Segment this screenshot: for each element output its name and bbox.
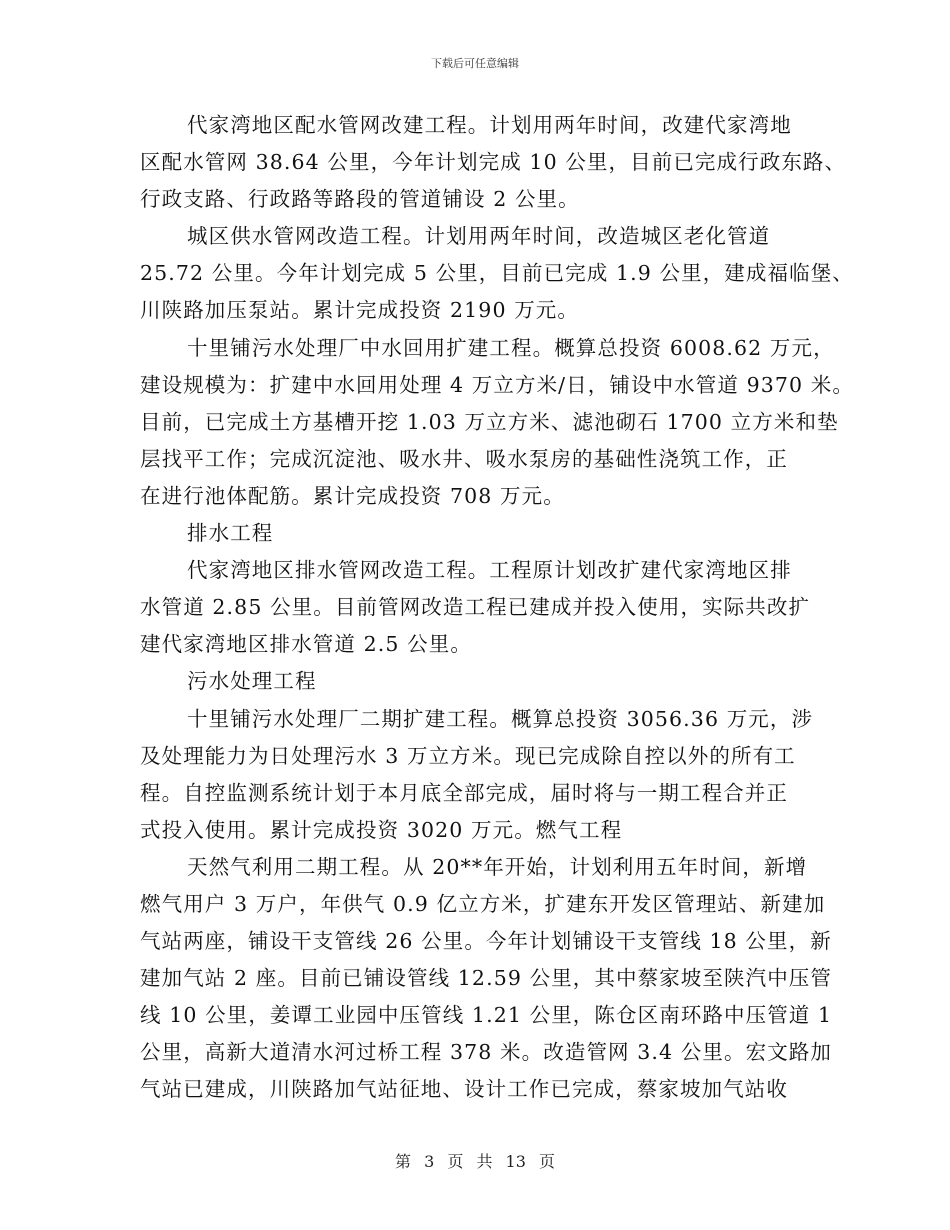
paragraph-line: 川陕路加压泵站。累计完成投资 2190 万元。	[140, 298, 580, 323]
paragraph-line: 建设规模为：扩建中水回用处理 4 万立方米/日，铺设中水管道 9370 米。	[140, 372, 854, 397]
paragraph-line: 式投入使用。累计完成投资 3020 万元。燃气工程	[140, 817, 623, 842]
paragraph-line: 行政支路、行政路等路段的管道铺设 2 公里。	[140, 187, 580, 212]
paragraph-line: 目前，已完成土方基槽开挖 1.03 万立方米、滤池砌石 1700 立方米和垫	[140, 409, 839, 434]
paragraph-line: 十里铺污水处理厂二期扩建工程。概算总投资 3056.36 万元，涉	[187, 706, 814, 731]
paragraph-line: 在进行池体配筋。累计完成投资 708 万元。	[140, 483, 565, 508]
paragraph-line: 代家湾地区配水管网改建工程。计划用两年时间，改建代家湾地	[187, 113, 792, 137]
section-heading: 污水处理工程	[187, 669, 317, 694]
paragraph-line: 层找平工作；完成沉淀池、吸水井、吸水泵房的基础性浇筑工作，正	[140, 446, 788, 471]
paragraph-line: 线 10 公里，姜谭工业园中压管线 1.21 公里，陈仓区南环路中压管道 1	[140, 1003, 833, 1028]
section-heading: 排水工程	[187, 521, 274, 546]
paragraph-line: 建代家湾地区排水管道 2.5 公里。	[140, 632, 472, 657]
paragraph-line: 区配水管网 38.64 公里，今年计划完成 10 公里，目前已完成行政东路、	[140, 150, 847, 175]
paragraph-line: 代家湾地区排水管网改造工程。工程原计划改扩建代家湾地区排	[187, 558, 792, 583]
paragraph-line: 公里，高新大道清水河过桥工程 378 米。改造管网 3.4 公里。宏文路加	[140, 1040, 832, 1065]
page-number-footer: 第 3 页 共 13 页	[395, 1152, 555, 1171]
paragraph-line: 气站两座，铺设干支管线 26 公里。今年计划铺设干支管线 18 公里，新	[140, 929, 832, 954]
paragraph-line: 城区供水管网改造工程。计划用两年时间，改造城区老化管道	[187, 224, 771, 249]
paragraph-line: 建加气站 2 座。目前已铺设管线 12.59 公里，其中蔡家坡至陕汽中压管	[140, 966, 832, 991]
paragraph-line: 气站已建成，川陕路加气站征地、设计工作已完成，蔡家坡加气站收	[140, 1077, 788, 1102]
paragraph-line: 程。自控监测系统计划于本月底全部完成，届时将与一期工程合并正	[140, 780, 788, 805]
paragraph-line: 水管道 2.85 公里。目前管网改造工程已建成并投入使用，实际共改扩	[140, 595, 811, 620]
page-header: 下载后可任意编辑	[431, 57, 519, 70]
document-body	[140, 107, 854, 1109]
paragraph-line: 及处理能力为日处理污水 3 万立方米。现已完成除自控以外的所有工	[140, 743, 796, 768]
paragraph-line: 天然气利用二期工程。从 20**年开始，计划利用五年时间，新增	[187, 854, 808, 879]
paragraph-line: 十里铺污水处理厂中水回用扩建工程。概算总投资 6008.62 万元，	[187, 335, 835, 360]
paragraph-line: 燃气用户 3 万户，年供气 0.9 亿立方米，扩建东开发区管理站、新建加	[140, 891, 826, 916]
paragraph-line: 25.72 公里。今年计划完成 5 公里，目前已完成 1.9 公里，建成福临堡、	[140, 261, 854, 286]
